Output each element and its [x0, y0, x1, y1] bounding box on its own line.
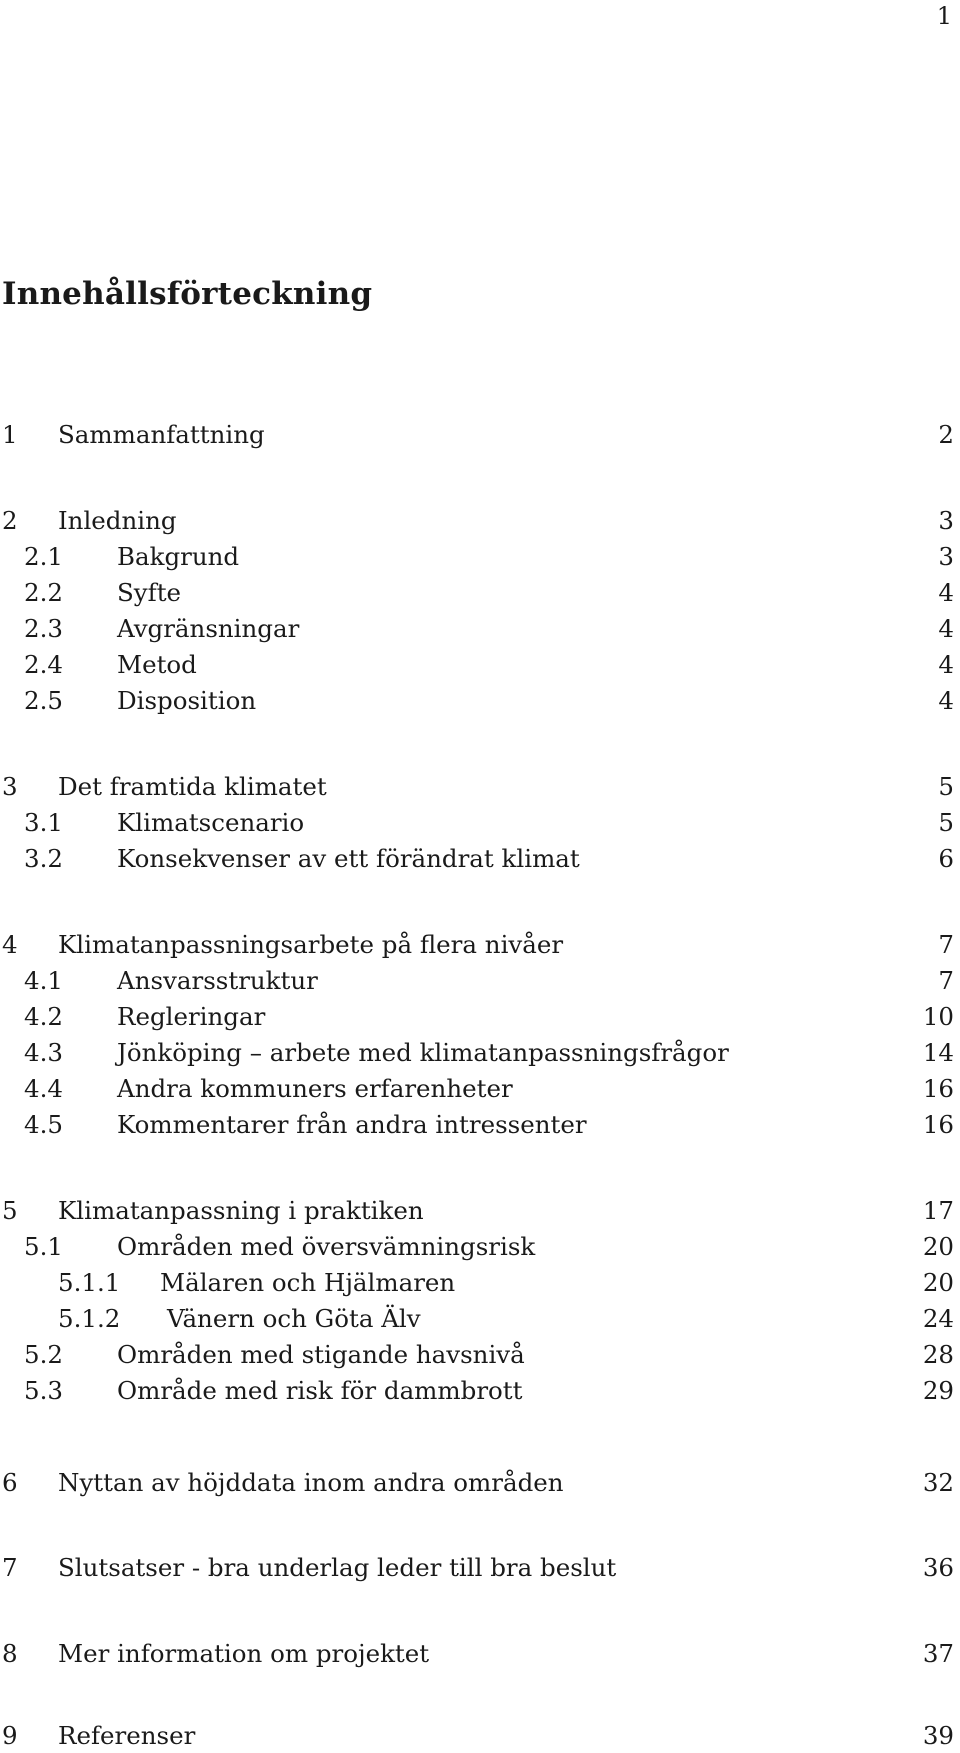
- toc-entry-title: Det framtida klimatet: [58, 772, 327, 801]
- toc-entry-number: 3: [2, 772, 18, 801]
- toc-entry-number: 2.4: [24, 650, 63, 679]
- toc-entry-title: Regleringar: [117, 1002, 266, 1031]
- toc-entry-number: 1: [2, 420, 18, 449]
- toc-entry-number: 2.1: [24, 542, 63, 571]
- toc-entry-3-2[interactable]: [0, 842, 960, 876]
- toc-entry-4[interactable]: [0, 928, 960, 962]
- toc-entry-4-3[interactable]: [0, 1036, 960, 1070]
- toc-entry-page: 3: [938, 506, 954, 535]
- toc-entry-page: 4: [938, 686, 954, 715]
- toc-entry-4-2[interactable]: [0, 1000, 960, 1034]
- toc-entry-2-1[interactable]: [0, 540, 960, 574]
- toc-entry-5-3[interactable]: [0, 1374, 960, 1408]
- toc-entry-page: 4: [938, 650, 954, 679]
- toc-entry-title: Andra kommuners erfarenheter: [117, 1074, 513, 1103]
- toc-entry-page: 14: [922, 1038, 954, 1067]
- toc-entry-title: Kommentarer från andra intressenter: [117, 1110, 587, 1139]
- toc-entry-page: 7: [938, 930, 954, 959]
- toc-entry-number: 5.1.2: [58, 1304, 121, 1333]
- toc-entry-title: Vänern och Göta Älv: [167, 1304, 421, 1333]
- toc-entry-page: 5: [938, 772, 954, 801]
- toc-entry-title: Nyttan av höjddata inom andra områden: [58, 1468, 564, 1497]
- toc-entry-page: 39: [922, 1721, 954, 1750]
- toc-entry-number: 3.2: [24, 844, 63, 873]
- toc-entry-title: Område med risk för dammbrott: [117, 1376, 523, 1405]
- toc-entry-title: Disposition: [117, 686, 257, 715]
- toc-entry-number: 4.3: [24, 1038, 63, 1067]
- toc-entry-number: 5.3: [24, 1376, 63, 1405]
- toc-entry-3-1[interactable]: [0, 806, 960, 840]
- page-number: 1: [936, 2, 952, 30]
- toc-entry-title: Referenser: [58, 1721, 196, 1750]
- toc-entry-title: Inledning: [58, 506, 177, 535]
- toc-entry-number: 2.5: [24, 686, 63, 715]
- toc-entry-page: 20: [922, 1268, 954, 1297]
- toc-entry-title: Jönköping – arbete med klimatanpassningsfrågor: [117, 1038, 729, 1067]
- toc-entry-number: 4.4: [24, 1074, 63, 1103]
- toc-entry-page: 37: [922, 1639, 954, 1668]
- toc-entry-page: 4: [938, 614, 954, 643]
- toc-entry-number: 2: [2, 506, 18, 535]
- toc-entry-5-1[interactable]: [0, 1230, 960, 1264]
- toc-entry-title: Områden med översvämningsrisk: [117, 1232, 536, 1261]
- toc-entry-number: 5.1: [24, 1232, 63, 1261]
- toc-entry-number: 2.3: [24, 614, 63, 643]
- toc-title: Innehållsförteckning: [2, 276, 373, 312]
- toc-entry-page: 17: [922, 1196, 954, 1225]
- toc-entry-6[interactable]: [0, 1466, 960, 1500]
- toc-entry-number: 4.2: [24, 1002, 63, 1031]
- toc-entry-9[interactable]: [0, 1719, 960, 1753]
- toc-entry-page: 4: [938, 578, 954, 607]
- toc-entry-title: Ansvarsstruktur: [117, 966, 318, 995]
- toc-entry-number: 6: [2, 1468, 18, 1497]
- toc-entry-page: 36: [922, 1553, 954, 1582]
- toc-entry-page: 32: [922, 1468, 954, 1497]
- toc-entry-4-5[interactable]: [0, 1108, 960, 1142]
- toc-entry-page: 20: [922, 1232, 954, 1261]
- toc-entry-number: 5: [2, 1196, 18, 1225]
- toc-entry-1[interactable]: [0, 418, 960, 452]
- toc-entry-number: 8: [2, 1639, 18, 1668]
- toc-entry-7[interactable]: [0, 1551, 960, 1585]
- toc-entry-page: 5: [938, 808, 954, 837]
- toc-entry-page: 10: [922, 1002, 954, 1031]
- toc-entry-page: 6: [938, 844, 954, 873]
- toc-entry-number: 9: [2, 1721, 18, 1750]
- toc-entry-page: 16: [922, 1074, 954, 1103]
- toc-entry-3[interactable]: [0, 770, 960, 804]
- toc-entry-page: 16: [922, 1110, 954, 1139]
- toc-entry-title: Avgränsningar: [117, 614, 300, 643]
- toc-entry-page: 3: [938, 542, 954, 571]
- toc-entry-2-4[interactable]: [0, 648, 960, 682]
- toc-entry-number: 5.2: [24, 1340, 63, 1369]
- toc-entry-title: Konsekvenser av ett förändrat klimat: [117, 844, 580, 873]
- toc-entry-number: 5.1.1: [58, 1268, 121, 1297]
- toc-entry-2-3[interactable]: [0, 612, 960, 646]
- toc-entry-number: 4.5: [24, 1110, 63, 1139]
- toc-entry-page: 2: [938, 420, 954, 449]
- toc-entry-title: Områden med stigande havsnivå: [117, 1340, 525, 1369]
- toc-entry-number: 4: [2, 930, 18, 959]
- toc-entry-title: Mälaren och Hjälmaren: [160, 1268, 456, 1297]
- toc-entry-title: Klimatscenario: [117, 808, 305, 837]
- toc-entry-title: Metod: [117, 650, 197, 679]
- toc-entry-title: Slutsatser - bra underlag leder till bra beslut: [58, 1553, 617, 1582]
- toc-entry-5-1-2[interactable]: [0, 1302, 960, 1336]
- toc-entry-title: Sammanfattning: [58, 420, 265, 449]
- toc-entry-5-1-1[interactable]: [0, 1266, 960, 1300]
- toc-entry-title: Klimatanpassningsarbete på flera nivåer: [58, 930, 564, 959]
- toc-entry-title: Bakgrund: [117, 542, 240, 571]
- toc-entry-page: 7: [938, 966, 954, 995]
- toc-entry-title: Syfte: [117, 578, 182, 607]
- toc-entry-title: Mer information om projektet: [58, 1639, 430, 1668]
- toc-entry-number: 3.1: [24, 808, 63, 837]
- toc-entry-number: 4.1: [24, 966, 63, 995]
- toc-entry-page: 28: [922, 1340, 954, 1369]
- toc-entry-page: 29: [922, 1376, 954, 1405]
- toc-entry-2[interactable]: [0, 504, 960, 538]
- toc-entry-page: 24: [922, 1304, 954, 1333]
- toc-entry-title: Klimatanpassning i praktiken: [58, 1196, 424, 1225]
- toc-entry-2-2[interactable]: [0, 576, 960, 610]
- toc-entry-4-1[interactable]: [0, 964, 960, 998]
- toc-entry-4-4[interactable]: [0, 1072, 960, 1106]
- toc-entry-number: 2.2: [24, 578, 63, 607]
- toc-entry-2-5[interactable]: [0, 684, 960, 718]
- toc-entry-5-2[interactable]: [0, 1338, 960, 1372]
- toc-entry-number: 7: [2, 1553, 18, 1582]
- toc-entry-8[interactable]: [0, 1637, 960, 1671]
- toc-entry-5[interactable]: [0, 1194, 960, 1228]
